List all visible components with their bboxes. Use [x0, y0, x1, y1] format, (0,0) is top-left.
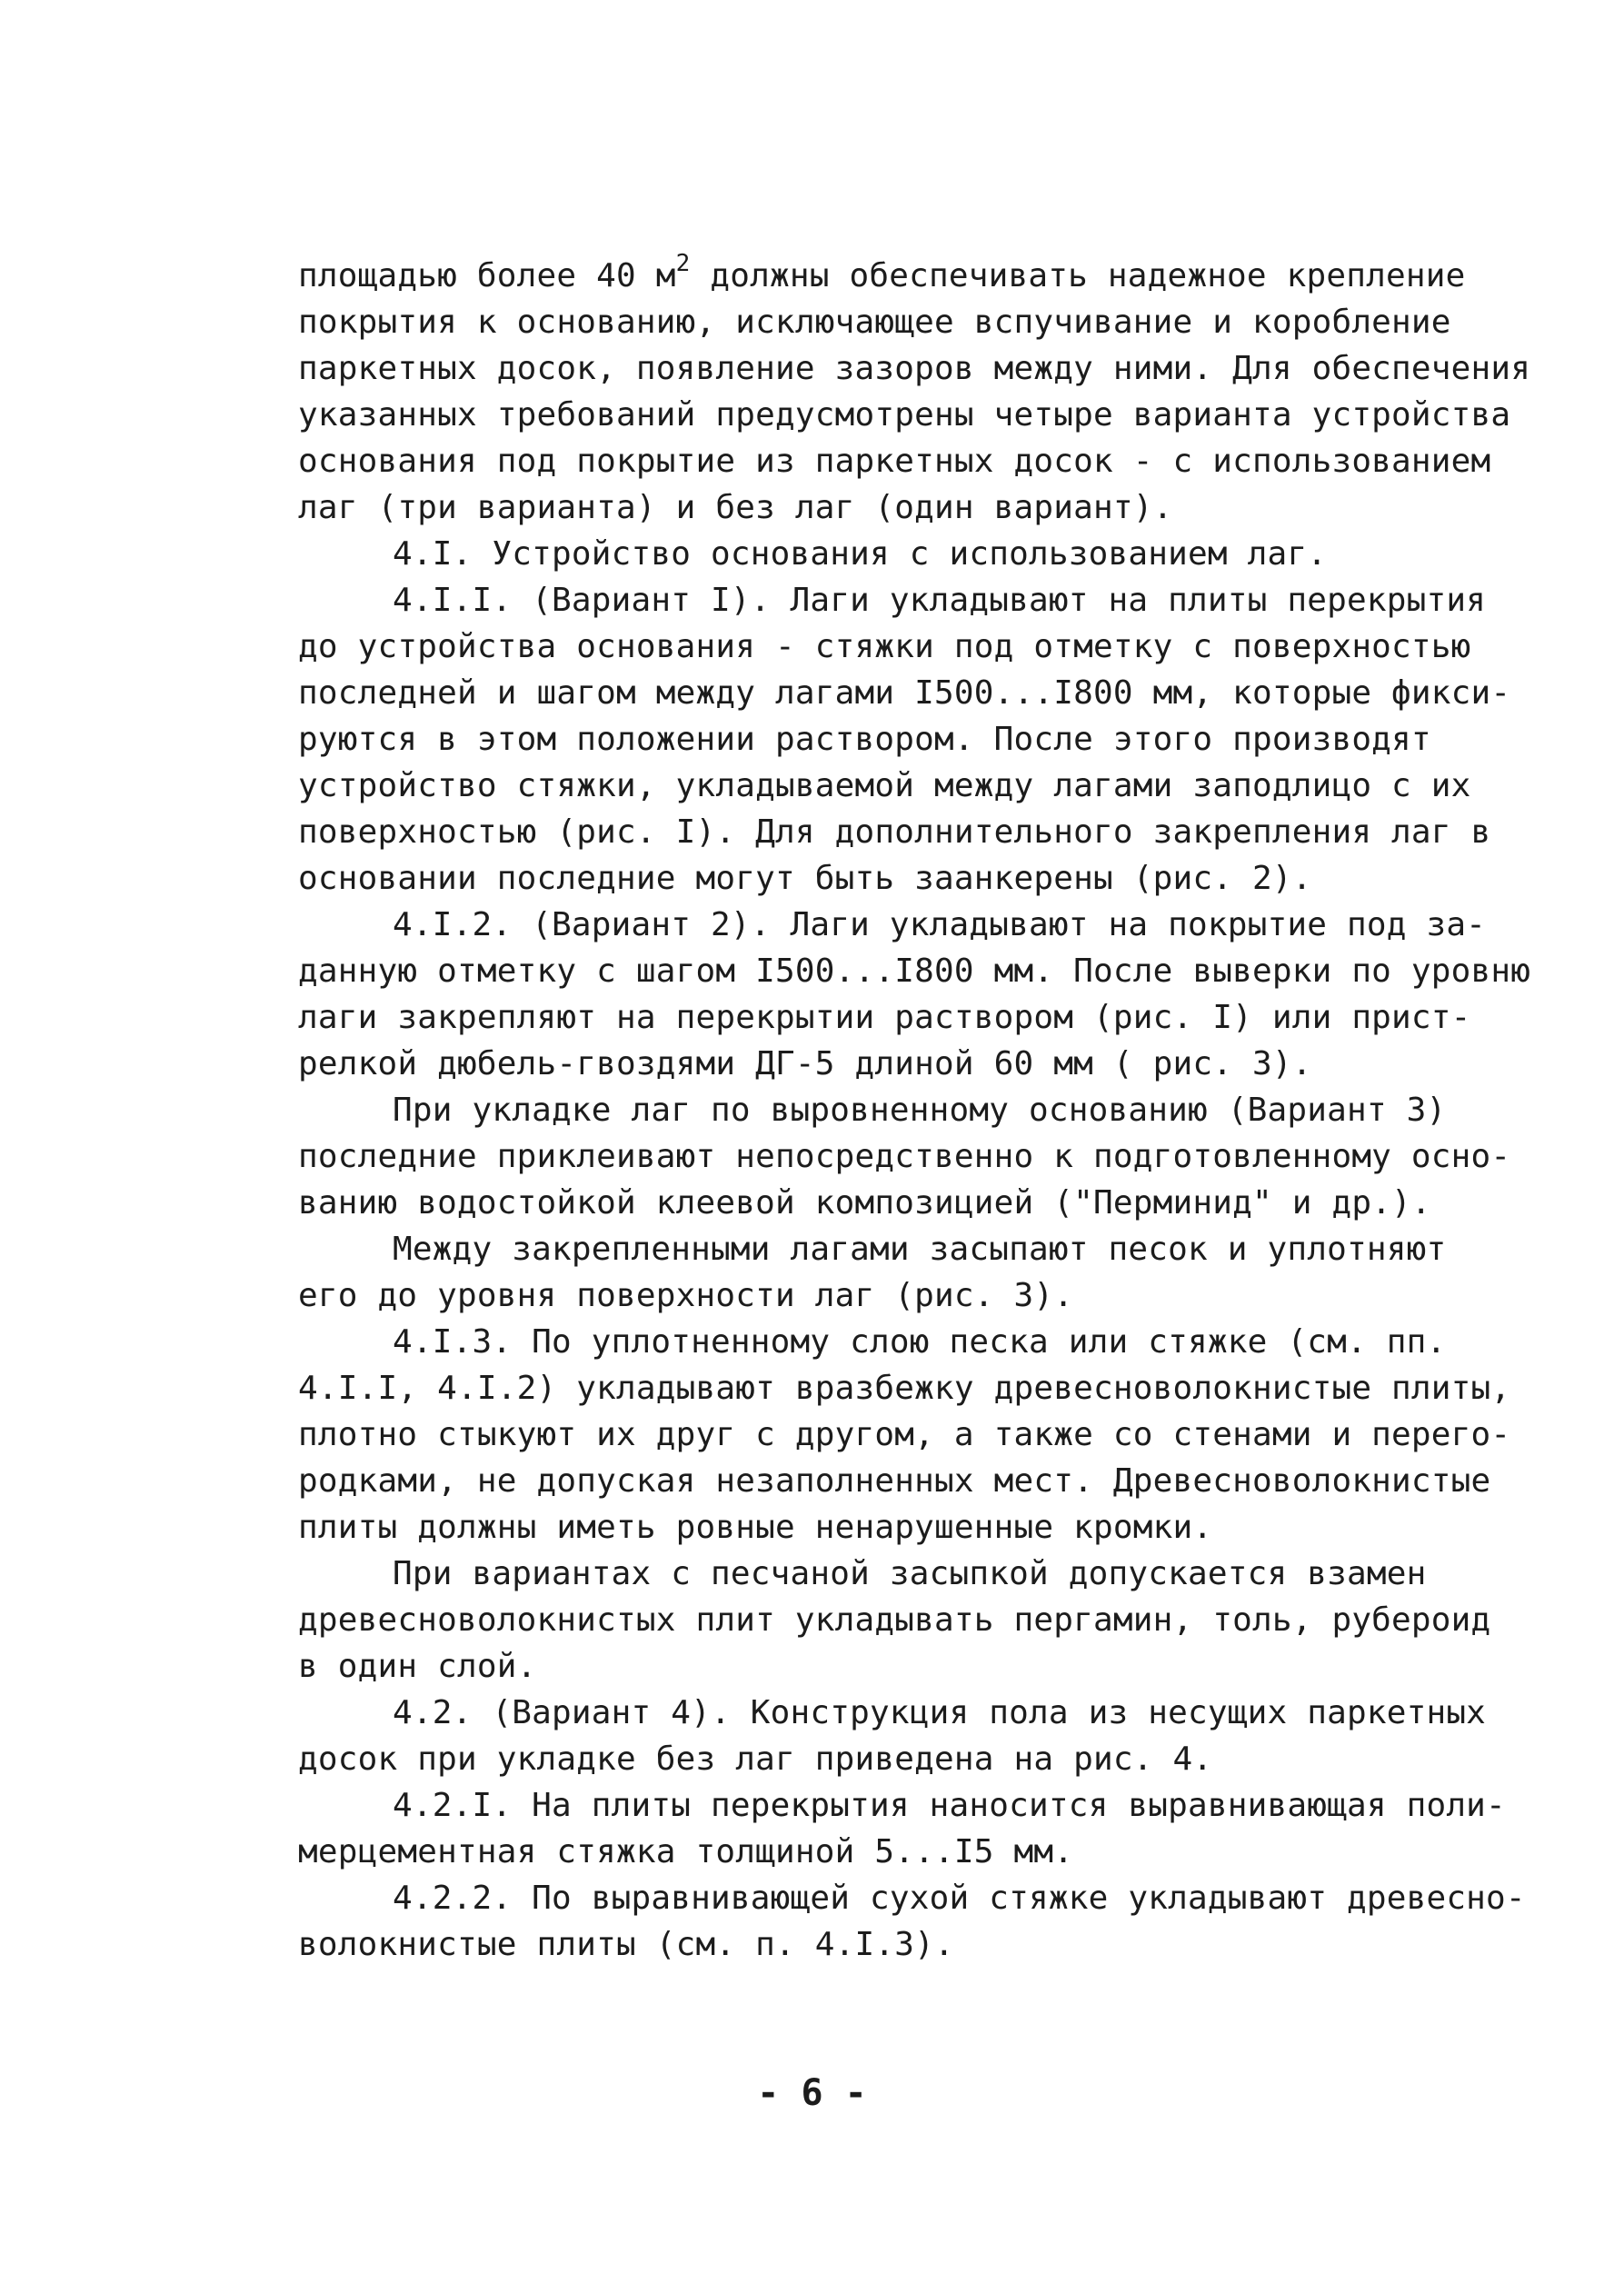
text-line: родками, не допуская незаполненных мест. Древесноволокнистые	[298, 1462, 1491, 1500]
text-line: руются в этом положении раствором. После этого производят	[298, 721, 1431, 758]
text-line: устройство стяжки, укладываемой между лагами заподлицо с их	[298, 767, 1471, 804]
paragraph-start: 4.2.I. На плиты перекрытия наносится выравнивающая поли-	[393, 1787, 1506, 1824]
document-body	[298, 250, 1531, 1968]
paragraph-start: При укладке лаг по выровненному основанию (Вариант 3)	[393, 1092, 1447, 1129]
text-line: основания под покрытие из паркетных досок - с использованием	[298, 443, 1491, 480]
paragraph-start: 4.I.I. (Вариант I). Лаги укладывают на плиты перекрытия	[393, 582, 1487, 619]
text-fragment: должны обеспечивать надежное крепление	[690, 257, 1466, 294]
text-line: его до уровня поверхности лаг (рис. 3).	[298, 1277, 1074, 1314]
text-line: релкой дюбель-гвоздями ДГ-5 длиной 60 мм ( рис. 3).	[298, 1045, 1312, 1082]
text-line: древесноволокнистых плит укладывать пергамин, толь, рубероид	[298, 1601, 1491, 1639]
text-line: поверхностью (рис. I). Для дополнительного закрепления лаг в	[298, 813, 1491, 851]
paragraph-start: Между закрепленными лагами засыпают песок и уплотняют	[393, 1231, 1447, 1268]
text-line: указанных требований предусмотрены четыре варианта устройства	[298, 396, 1511, 434]
text-line: покрытия к основанию, исключающее вспучивание и коробление	[298, 304, 1451, 341]
text-line: лаг (три варианта) и без лаг (один вариант).	[298, 489, 1173, 526]
text-line: досок при укладке без лаг приведена на рис. 4.	[298, 1740, 1213, 1778]
text-line: основании последние могут быть заанкерены (рис. 2).	[298, 860, 1312, 897]
paragraph-start: При вариантах с песчаной засыпкой допускается взамен	[393, 1555, 1427, 1592]
paragraph-start: 4.I.3. По уплотненному слою песка или стяжке (см. пп.	[393, 1323, 1447, 1361]
text-line: волокнистые плиты (см. п. 4.I.3).	[298, 1926, 954, 1963]
text-line: ванию водостойкой клеевой композицией ("Перминид" и др.).	[298, 1184, 1431, 1222]
text-line: плотно стыкуют их друг с другом, а также со стенами и перего-	[298, 1416, 1511, 1453]
section-heading: 4.2. (Вариант 4). Конструкция пола из несущих паркетных	[393, 1694, 1487, 1731]
page-number: - 6 -	[757, 2072, 867, 2114]
text-line: паркетных досок, появление зазоров между ними. Для обеспечения	[298, 350, 1531, 387]
text-line: плиты должны иметь ровные ненарушенные кромки.	[298, 1509, 1213, 1546]
text-line: лаги закрепляют на перекрытии раствором (рис. I) или прист-	[298, 999, 1471, 1036]
text-line: 4.I.I, 4.I.2) укладывают вразбежку древесноволокнистые плиты,	[298, 1370, 1511, 1407]
text-line: мерцементная стяжка толщиной 5...I5 мм.	[298, 1833, 1074, 1870]
paragraph-start: 4.I.2. (Вариант 2). Лаги укладывают на покрытие под за-	[393, 906, 1487, 943]
text-line: в один слой.	[298, 1648, 537, 1685]
superscript: 2	[675, 250, 691, 277]
text-line: данную отметку с шагом I500...I800 мм. После выверки по уровню	[298, 953, 1531, 990]
text-line: до устройства основания - стяжки под отметку с поверхностью	[298, 628, 1471, 665]
section-heading: 4.I. Устройство основания с использованием лаг.	[393, 535, 1328, 573]
text-fragment: площадью более 40 м	[298, 257, 676, 294]
text-line	[298, 250, 1507, 299]
paragraph-start: 4.2.2. По выравнивающей сухой стяжке укладывают древесно-	[393, 1880, 1526, 1917]
text-line: последней и шагом между лагами I500...I800 мм, которые фикси-	[298, 674, 1511, 712]
text-line: последние приклеивают непосредственно к подготовленному осно-	[298, 1138, 1511, 1175]
